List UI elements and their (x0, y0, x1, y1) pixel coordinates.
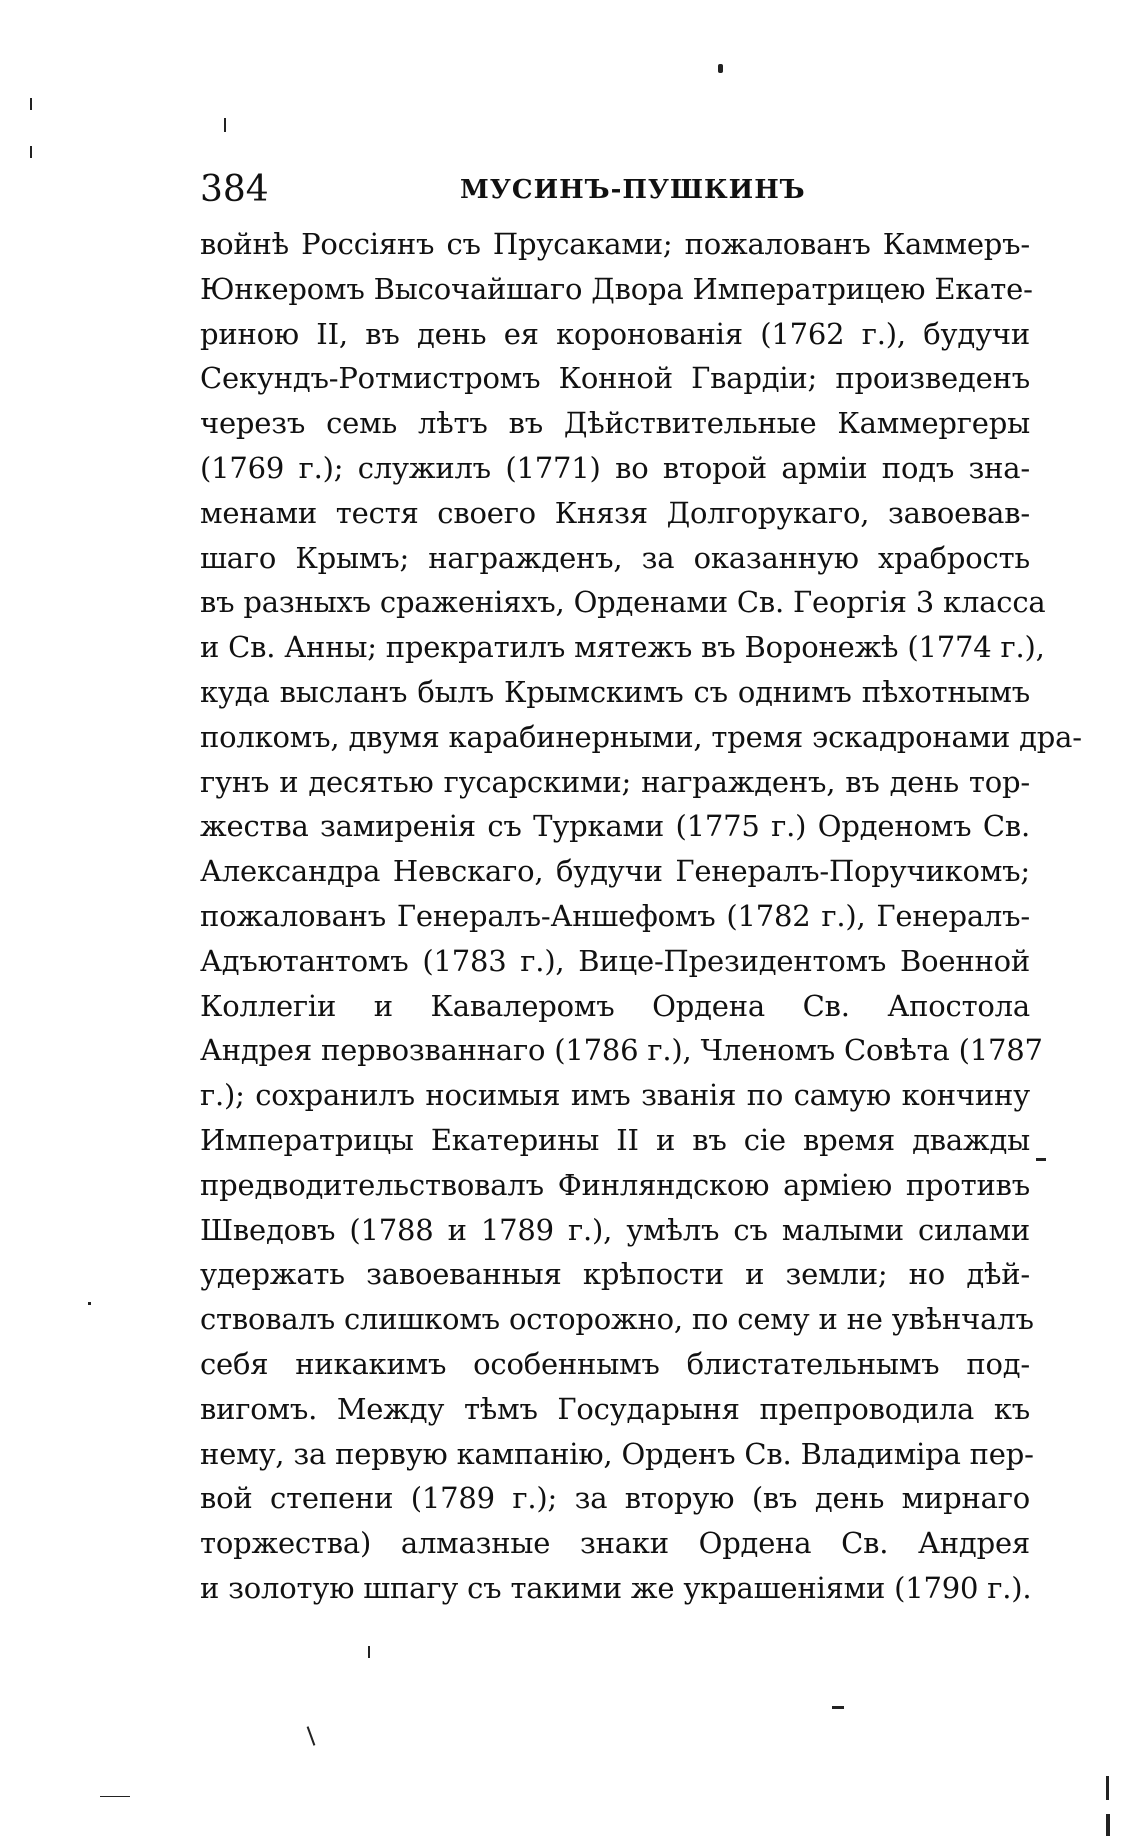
text-line: шаго Крымъ; награжденъ, за оказанную храбрость (200, 540, 1030, 575)
text-line: риною II, въ день ея коронованія (1762 г.), будучи (200, 316, 1030, 351)
scan-speck (30, 146, 32, 158)
text-line: черезъ семь лѣтъ въ Дѣйствительные Каммергеры (200, 406, 1030, 441)
text-line: торжества) алмазные знаки Ордена Св. Андрея (200, 1526, 1030, 1561)
text-line: себя никакимъ особеннымъ блистательнымъ под- (200, 1346, 1030, 1381)
scan-speck (307, 1726, 316, 1745)
text-line: ствовалъ слишкомъ осторожно, по сему и не увѣнчалъ (200, 1302, 1034, 1337)
text-line: Андрея первозваннаго (1786 г.), Членомъ Совѣта (1787 (200, 1033, 1043, 1068)
text-line: куда высланъ былъ Крымскимъ съ однимъ пѣхотнымъ (200, 674, 1030, 709)
text-line: Коллегіи и Кавалеромъ Ордена Св. Апостола (200, 988, 1030, 1023)
text-line: полкомъ, двумя карабинерными, тремя эскадронами дра- (200, 719, 1082, 754)
text-line: и золотую шпагу съ такими же украшеніями (1790 г.). (200, 1570, 1032, 1605)
text-line: Шведовъ (1788 и 1789 г.), умѣлъ съ малыми силами (200, 1212, 1030, 1247)
text-line: въ разныхъ сраженіяхъ, Орденами Св. Георгія 3 класса (200, 585, 1046, 620)
text-line: (1769 г.); служилъ (1771) во второй арміи подъ зна- (200, 450, 1030, 485)
scan-speck (1106, 1776, 1109, 1800)
text-line: Александра Невскаго, будучи Генералъ-Поручикомъ; (200, 854, 1030, 889)
scan-speck (88, 1302, 91, 1305)
scan-speck (1036, 1158, 1046, 1161)
body-text (200, 222, 1082, 1611)
text-line: вигомъ. Между тѣмъ Государыня препроводила къ (200, 1391, 1030, 1426)
text-line: Секундъ-Ротмистромъ Конной Гвардіи; произведенъ (200, 361, 1030, 396)
scan-speck (1106, 1814, 1110, 1836)
page-header (200, 168, 1030, 212)
text-line: г.); сохранилъ носимыя имъ званія по самую кончину (200, 1078, 1030, 1113)
scan-speck (30, 98, 32, 110)
scan-speck (368, 1646, 370, 1658)
text-line: жества замиренія съ Турками (1775 г.) Орденомъ Св. (200, 809, 1030, 844)
text-line: удержать завоеванныя крѣпости и земли; но дѣй- (200, 1257, 1030, 1292)
text-line: Юнкеромъ Высочайшаго Двора Императрицею Екате- (200, 271, 1033, 306)
text-line: гунъ и десятью гусарскими; награжденъ, въ день тор- (200, 764, 1030, 799)
scan-speck (224, 118, 226, 132)
text-line: нему, за первую кампанію, Орденъ Св. Владиміра пер- (200, 1436, 1034, 1471)
text-line: предводительствовалъ Финляндскою арміею противъ (200, 1167, 1030, 1202)
text-line: Императрицы Екатерины II и въ сіе время дважды (200, 1122, 1030, 1157)
text-line: пожалованъ Генералъ-Аншефомъ (1782 г.), Генералъ- (200, 898, 1030, 933)
text-line: вой степени (1789 г.); за вторую (въ день мирнаго (200, 1481, 1030, 1516)
text-line: менами тестя своего Князя Долгорукаго, завоевав- (200, 495, 1030, 530)
scan-speck (718, 64, 723, 73)
text-line: и Св. Анны; прекратилъ мятежъ въ Воронежѣ (1774 г.), (200, 630, 1045, 665)
page-number: 384 (200, 169, 269, 210)
running-head: МУСИНЪ-ПУШКИНЪ (460, 175, 806, 205)
scan-speck (832, 1706, 844, 1709)
scan-speck (100, 1796, 130, 1797)
text-line: Адъютантомъ (1783 г.), Вице-Президентомъ Военной (200, 943, 1030, 978)
text-line: войнѣ Россіянъ съ Прусаками; пожалованъ Каммеръ- (200, 227, 1030, 261)
